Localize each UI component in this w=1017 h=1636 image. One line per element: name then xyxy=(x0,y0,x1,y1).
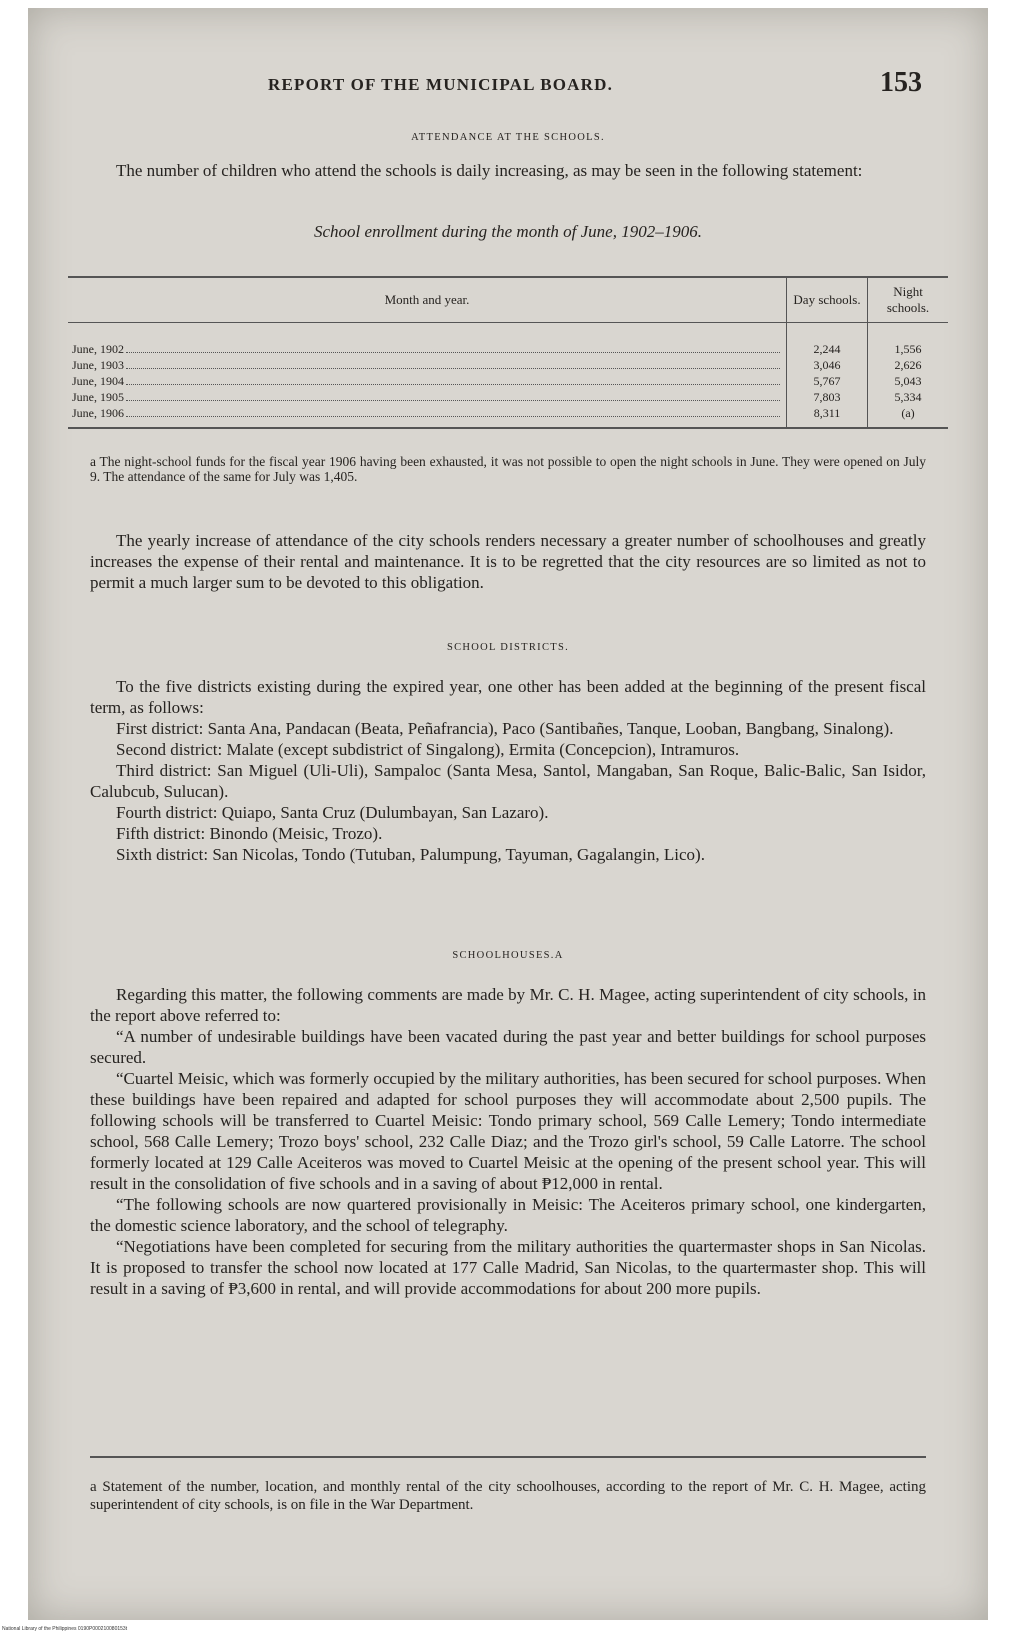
row-month: June, 1903 xyxy=(72,358,124,372)
schoolhouses-footnote: a Statement of the number, location, and monthly rental of the city schoolhouses, according to the report of Mr. C. H. Magee, acting superintendent of city schools, is on file in the War Department. xyxy=(90,1479,926,1513)
row-month: June, 1906 xyxy=(72,406,124,420)
row-day: 8,311 xyxy=(787,405,868,428)
district-third: Third district: San Miguel (Uli-Uli), Sampaloc (Santa Mesa, Santol, Mangaban, San Roque, Balic-Balic, San Isidor, Calubcub, Sulucan). xyxy=(90,761,926,801)
row-month: June, 1902 xyxy=(72,342,124,356)
schoolhouses-para: “Cuartel Meisic, which was formerly occupied by the military authorities, has been secured for school purposes. When these buildings have been repaired and adapted for school purposes they will accommodate about 2,500 pupils. The following schools will be transferred to Cuartel Meisic: Tondo primary school, 569 Calle Lemery; Tondo intermediate school, 568 Calle Lemery; Trozo boys' school, 232 Calle Diaz; and the Trozo girl's school, 59 Calle Latorre. The school formerly located at 129 Calle Aceiteros was moved to Cuartel Meisic at the opening of the present school year. This will result in the consolidation of five schools and in a saving of about ₱12,000 in rental. xyxy=(90,1069,926,1193)
table-row xyxy=(68,389,948,405)
district-second: Second district: Malate (except subdistrict of Singalong), Ermita (Concepcion), Intramuros. xyxy=(116,740,740,759)
table-row xyxy=(68,373,948,389)
schoolhouses-para: “The following schools are now quartered provisionally in Meisic: The Aceiteros primary school, one kindergarten, the domestic science laboratory, and the school of telegraphy. xyxy=(90,1195,926,1235)
row-month: June, 1905 xyxy=(72,390,124,404)
district-sixth: Sixth district: San Nicolas, Tondo (Tutuban, Palumpung, Tayuman, Gagalangin, Lico). xyxy=(116,845,705,864)
footnote-rule xyxy=(90,1456,926,1458)
running-header xyxy=(28,65,988,105)
districts-section xyxy=(90,676,926,865)
row-night: (a) xyxy=(868,405,949,428)
col-night-header: Night schools. xyxy=(868,277,949,323)
districts-heading: SCHOOL DISTRICTS. xyxy=(446,642,570,653)
row-day: 3,046 xyxy=(787,357,868,373)
schoolhouses-para: “A number of undesirable buildings have been vacated during the past year and better buildings for school purposes secured. xyxy=(90,1027,926,1067)
district-fifth: Fifth district: Binondo (Meisic, Trozo). xyxy=(116,824,383,843)
districts-intro: To the five districts existing during the expired year, one other has been added at the beginning of the present fiscal term, as follows: xyxy=(90,677,926,717)
row-day: 7,803 xyxy=(787,389,868,405)
district-first: First district: Santa Ana, Pandacan (Beata, Peñafrancia), Paco (Santibañes, Tanque, Looban, Bangbang, Sinalong). xyxy=(116,719,894,738)
table-row xyxy=(68,323,948,358)
table-caption: School enrollment during the month of June, 1902–1906. xyxy=(314,222,702,241)
row-day: 2,244 xyxy=(787,323,868,358)
schoolhouses-heading: SCHOOLHOUSES.A xyxy=(452,950,564,961)
attendance-paragraph: The yearly increase of attendance of the city schools renders necessary a greater number of schoolhouses and greatly increases the expense of their rental and maintenance. It is to be regretted that the city resources are so limited as not to permit a much larger sum to be devoted to this obligation. xyxy=(90,531,926,592)
table-header-row xyxy=(68,277,948,323)
row-night: 5,043 xyxy=(868,373,949,389)
col-day-header: Day schools. xyxy=(787,277,868,323)
table-row xyxy=(68,405,948,428)
document-page xyxy=(28,8,988,1620)
schoolhouses-section xyxy=(90,984,926,1299)
table-footnote: a The night-school funds for the fiscal year 1906 having been exhausted, it was not possible to open the night schools in June. They were opened on July 9. The attendance of the same for July was 1,405. xyxy=(90,454,926,484)
table-row xyxy=(68,357,948,373)
row-day: 5,767 xyxy=(787,373,868,389)
row-night: 5,334 xyxy=(868,389,949,405)
header-title: REPORT OF THE MUNICIPAL BOARD. xyxy=(268,75,614,94)
col-month-header: Month and year. xyxy=(68,277,787,323)
enrollment-table xyxy=(68,276,948,429)
page-number: 153 xyxy=(880,67,922,98)
row-month: June, 1904 xyxy=(72,374,124,388)
row-night: 2,626 xyxy=(868,357,949,373)
attendance-heading: ATTENDANCE AT THE SCHOOLS. xyxy=(411,132,605,143)
attendance-intro: The number of children who attend the schools is daily increasing, as may be seen in the following statement: xyxy=(116,161,863,180)
district-fourth: Fourth district: Quiapo, Santa Cruz (Dulumbayan, San Lazaro). xyxy=(116,803,549,822)
row-night: 1,556 xyxy=(868,323,949,358)
library-stamp: National Library of the Philippines 0190P000210080153t xyxy=(2,1626,128,1632)
schoolhouses-para: “Negotiations have been completed for securing from the military authorities the quartermaster shops in San Nicolas. It is proposed to transfer the school now located at 177 Calle Madrid, San Nicolas, to the quartermaster shop. This will result in a saving of ₱3,600 in rental, and will provide accommodations for about 200 more pupils. xyxy=(90,1237,926,1298)
schoolhouses-para: Regarding this matter, the following comments are made by Mr. C. H. Magee, acting superintendent of city schools, in the report above referred to: xyxy=(90,985,926,1025)
